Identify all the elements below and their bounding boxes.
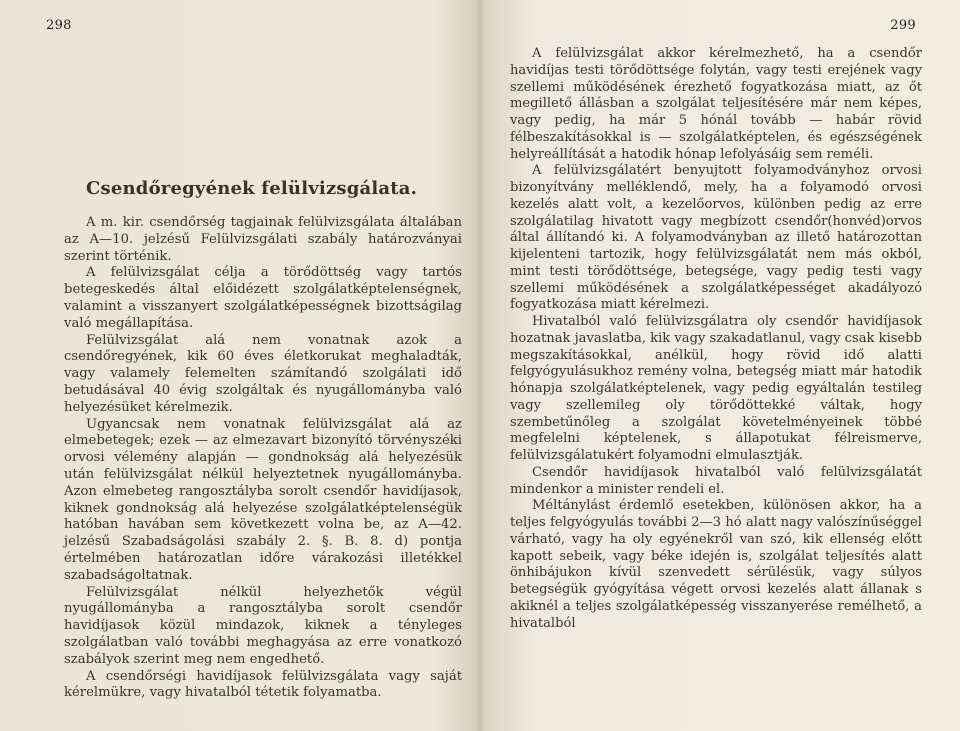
section-title: Csendőregyének felülvizsgálata.: [86, 178, 418, 199]
right-paragraph-4: Csendőr havidíjasok hivatalból való felülvizsgálatát mindenkor a minister rendeli el.: [510, 464, 922, 497]
left-page: [0, 0, 478, 731]
page-number-right: 299: [890, 18, 916, 33]
left-paragraph-5: Felülvizsgálat nélkül helyezhetők végül nyugállományba a rangosztályba sorolt csendőr havidíjasok közül mindazok, kiknek a tényleges szolgálatban való további meghagyása az erre vonatkozó szabályok szerint meg nem engedhető.: [64, 584, 462, 667]
left-paragraph-2: A felülvizsgálat célja a törődöttség vagy tartós betegeskedés által előidézett szolgálatképtelenségnek, valamint a visszanyert szolgálatképességnek bizottságilag való megállapítása.: [64, 265, 462, 331]
right-paragraph-5: Méltánylást érdemlő esetekben, különösen akkor, ha a teljes felgyógyulás további 2—3 hó alatt nagy valószínűséggel várható, vagy ha oly egyénekről van szó, kik ellenség előtt kapott sebeik, vagy béke idején is, szolgálat teljesítés alatt önhibájukon kívül szenvedett sérülésük, vagy súlyos betegségük gyógyítása végett orvosi kezelés alatt állanak s akiknél a teljes szolgálatképesség visszanyerése remélhető, a hivatalból: [510, 498, 922, 631]
page-number-left: 298: [46, 18, 72, 33]
right-paragraph-2: A felülvizsgálatért benyujtott folyamodványhoz orvosi bizonyítvány melléklendő, mely, ha a folyamodó orvosi kezelés alatt volt, a kezelőorvos, különben pedig az erre szolgálatilag hivatott vagy megbízott csendőr(honvéd)orvos által állítandó ki. A folyamodványban az illető határozottan kijelenteni tartozik, hogy felülvizsgálatát nem más okból, mint testi törődöttsége, betegsége, vagy pedig testi vagy szellemi működésének a szolgálatképességet akadályozó fogyatkozása miatt kérelmezi.: [510, 163, 922, 313]
right-paragraph-1: A felülvizsgálat akkor kérelmezhető, ha a csendőr havidíjas testi törődöttsége folytán, vagy testi erejének vagy szellemi működésének érezhető fogyatkozása miatt, az őt megillető állásban a szolgálat teljesítésére már nem képes, vagy pedig, ha már 5 hónál tovább — habár rövid félbeszakításokkal is — szolgálatképtelen, és egészségének helyreállítását a hatodik hónap lefolyásáig sem reméli.: [510, 46, 922, 162]
right-page: [480, 0, 960, 731]
right-paragraph-3: Hivatalból való felülvizsgálatra oly csendőr havidíjasok hozatnak javaslatba, kik vagy szakadatlanul, vagy csak kisebb megszakításokkal, anélkül, hogy rövid idő alatti felgyógyulásukhoz remény volna, betegség miatt már hatodik hónapja szolgálatképtelenek, vagy pedig egyáltalán testileg vagy szellemileg oly törődöttekké váltak, hogy szembetűnőleg a szolgálat követelményeinek többé megfelelni képtelenek, s állapotukat félreismerve, felülvizsgálatukért folyamodni elmulasztják.: [510, 314, 922, 463]
left-paragraph-4: Ugyancsak nem vonatnak felülvizsgálat alá az elmebetegek; ezek — az elmezavart bizonyító törvényszéki orvosi vélemény alapján — gondnokság alá helyezésük után felülvizsgálat nélkül helyeztetnek nyugállományba. Azon elmebeteg rangosztályba sorolt csendőr havidíjasok, kiknek gondnokság alá helyezése szolgálatképtelenségük hatóban havában sem következett volna be, az A—42. jelzésű Szabadságolási szabály 2. §. B. 8. d) pontja értelmében határozatlan időre várakozási illetékkel szabadságoltatnak.: [64, 416, 462, 583]
left-paragraph-1: A m. kir. csendőrség tagjainak felülvizsgálata általában az A—10. jelzésű Felülvizsgálati szabály határozványai szerint történik.: [64, 215, 462, 264]
left-paragraph-3: Felülvizsgálat alá nem vonatnak azok a csendőregyének, kik 60 éves életkorukat meghaladták, vagy valamely felemelten számítandó szolgálati idő betudásával 40 évig szolgáltak és nyugállományba való helyezésüket kérelmezik.: [64, 332, 462, 415]
left-paragraph-6: A csendőrségi havidíjasok felülvizsgálata vagy saját kérelmükre, vagy hivatalból tétetik folyamatba.: [64, 668, 462, 701]
